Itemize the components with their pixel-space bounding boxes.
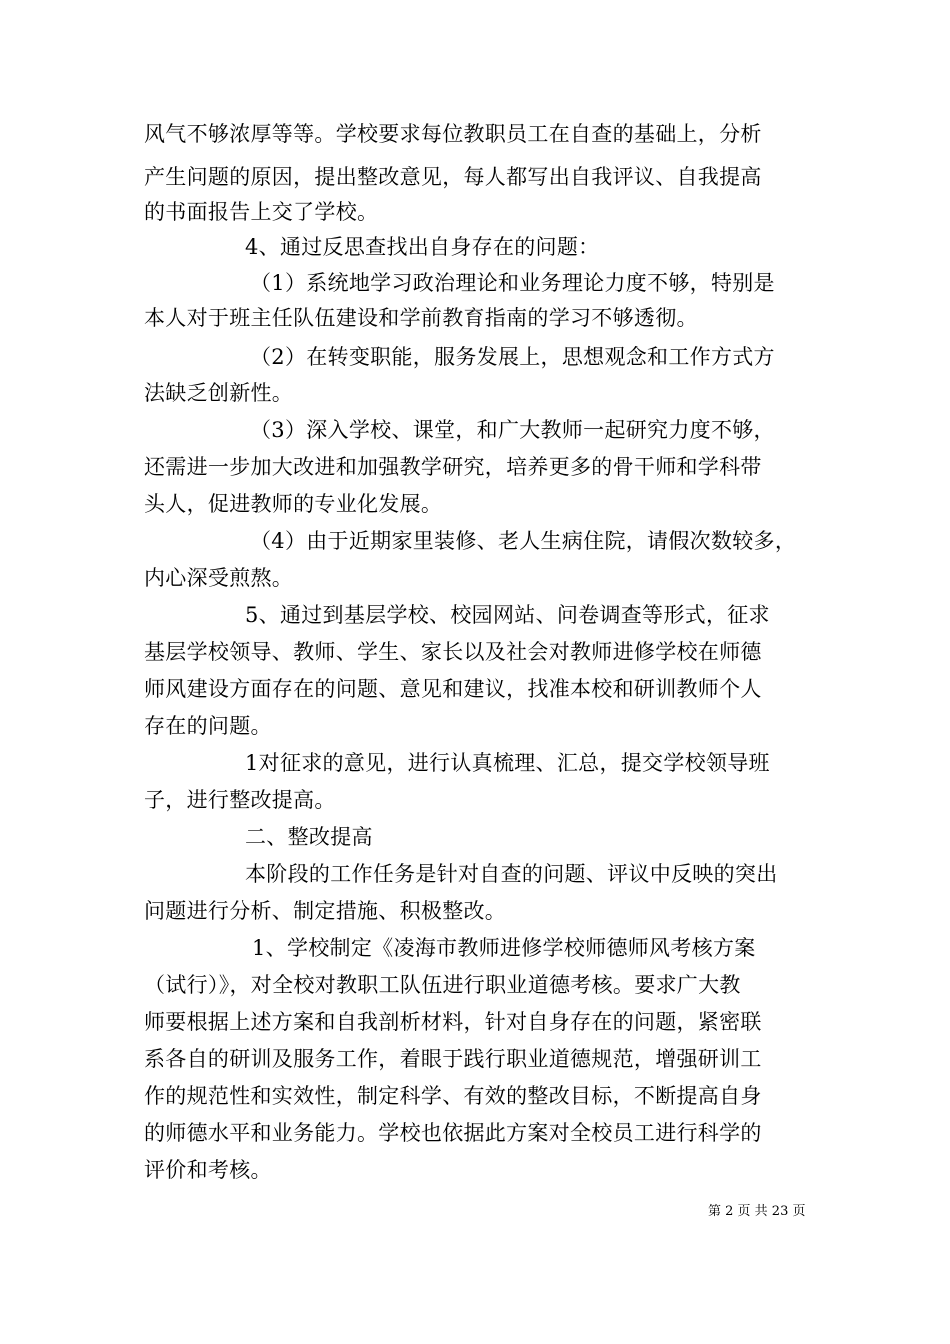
body-text-line: （试行）》，对全校对教职工队伍进行职业道德考核。要求广大教	[144, 973, 741, 997]
list-item-3: （3）深入学校、课堂，和广大教师一起研究力度不够，	[250, 418, 775, 442]
body-text-line: 产生问题的原因，提出整改意见，每人都写出自我评议、自我提高	[144, 165, 762, 189]
list-item-4: （4）由于近期家里装修、老人生病住院，请假次数较多，	[250, 529, 797, 553]
body-text-line: 评价和考核。	[144, 1158, 272, 1182]
body-text-line: 基层学校领导、教师、学生、家长以及社会对教师进修学校在师德	[144, 640, 762, 664]
body-text-line: 还需进一步加大改进和加强教学研究，培养更多的骨干师和学科带	[144, 455, 762, 479]
body-text-line: 头人，促进教师的专业化发展。	[144, 492, 443, 516]
body-text-line: 问题进行分析、制定措施、积极整改。	[144, 899, 507, 923]
list-item-2: （2）在转变职能，服务发展上，思想观念和工作方式方	[250, 345, 775, 369]
section-heading: 二、整改提高	[245, 825, 373, 849]
body-text-line: 法缺乏创新性。	[144, 381, 294, 405]
list-item-1: （1）系统地学习政治理论和业务理论力度不够，特别是	[250, 271, 775, 295]
section-item-4: 4、通过反思查找出自身存在的问题：	[245, 235, 600, 259]
body-text-line: 1对征求的意见，进行认真梳理、汇总，提交学校领导班	[245, 751, 770, 775]
body-text-line: 本阶段的工作任务是针对自查的问题、评议中反映的突出	[245, 862, 778, 886]
body-text-line: 师要根据上述方案和自我剖析材料，针对自身存在的问题，紧密联	[144, 1010, 762, 1034]
body-text-line: 的书面报告上交了学校。	[144, 200, 379, 224]
body-text-line: 存在的问题。	[144, 714, 272, 738]
body-text-line: 师风建设方面存在的问题、意见和建议，找准本校和研训教师个人	[144, 677, 762, 701]
body-text-line: 的师德水平和业务能力。学校也依据此方案对全校员工进行科学的	[144, 1121, 762, 1145]
section-item-1: 1、学校制定《凌海市教师进修学校师德师风考核方案	[252, 936, 756, 960]
page-number-footer: 第 2 页 共 23 页	[708, 1204, 806, 1219]
body-text-line: 内心深受煎熬。	[144, 566, 294, 590]
body-text-line: 子，进行整改提高。	[144, 788, 336, 812]
body-text-line: 系各自的研训及服务工作，着眼于践行职业道德规范，增强研训工	[144, 1047, 762, 1071]
body-text-line: 作的规范性和实效性，制定科学、有效的整改目标，不断提高自身	[144, 1084, 762, 1108]
body-text-line: 风气不够浓厚等等。学校要求每位教职员工在自查的基础上，分析	[144, 122, 762, 146]
body-text-line: 本人对于班主任队伍建设和学前教育指南的学习不够透彻。	[144, 306, 698, 330]
section-item-5: 5、通过到基层学校、校园网站、问卷调查等形式，征求	[245, 603, 770, 627]
